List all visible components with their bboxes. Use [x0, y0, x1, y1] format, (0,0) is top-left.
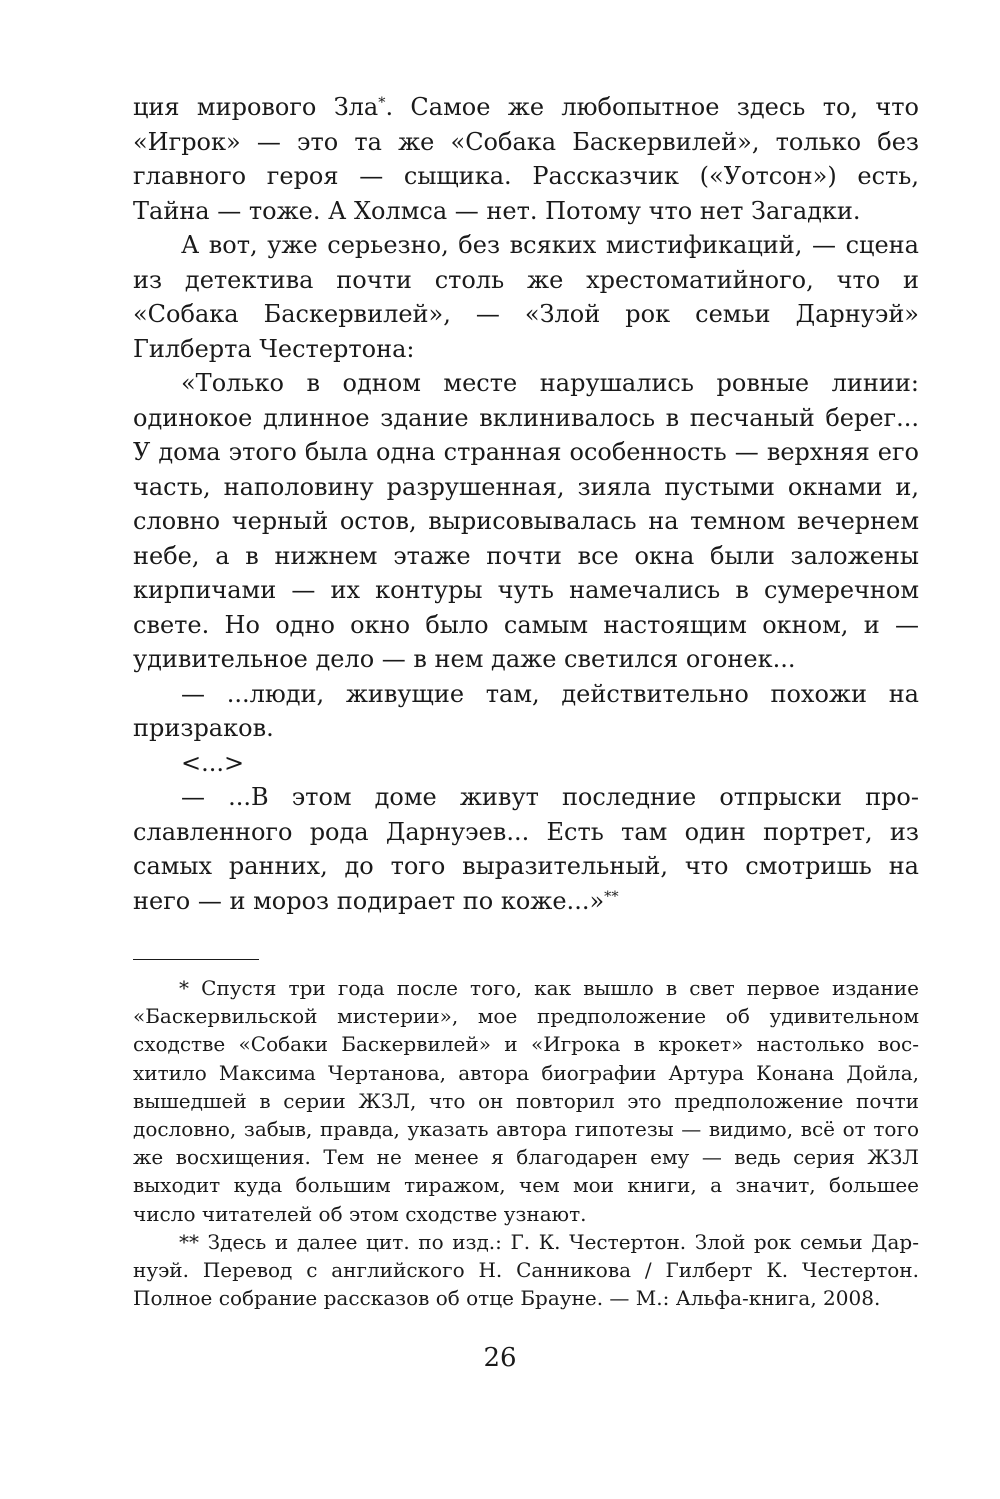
footnotes [133, 974, 919, 1312]
paragraph-text: ция мирового Зла [133, 93, 379, 121]
book-page [133, 90, 919, 1312]
paragraph-text: — ...В этом доме живут последние отпрыски прославленного рода Дарнуэев... Есть там один портрет, из самых ранних, до того выразительный, что смотришь на него — и мороз подирает по коже...» [133, 783, 919, 915]
footnote-1: * Спустя три года после того, как вышло в свет первое издание «Баскервильской мистерии», мое предположение об удивительном сходстве «Собаки Баскервилей» и «Игрока в крокет» настолько восхитило Максима Чертанова, автора биографии Артура Конана Дойла, вышедшей в серии ЖЗЛ, что он повторил это предположение почти дословно, забыв, правда, указать автора гипотезы — видимо, всё от того же восхищения. Тем не менее я благодарен ему — ведь серия ЖЗЛ выходит куда большим тиражом, чем мои книги, а значит, большее число читателей об этом сходстве узнают. [133, 976, 919, 1226]
footnote-divider [133, 959, 259, 960]
paragraph-5: <...> [181, 748, 245, 777]
paragraph-4: — ...люди, живущие там, действительно похожи на призраков. [133, 679, 919, 742]
paragraph-2: А вот, уже серьезно, без всяких мистификаций, — сцена из детектива почти столь же хрестоматийного, что и «Собака Баскервилей», — «Злой рок семьи Дарнуэй» Гилберта Честертона: [133, 231, 919, 363]
footnote-ref-2: ** [604, 888, 619, 905]
paragraph-3: «Только в одном месте нарушались ровные линии: одинокое длинное здание вклинивалось в песчаный берег... У дома этого была одна странная особенность — верхняя его часть, наполовину разрушенная, зияла пустыми окнами и, словно черный остов, вырисовывалась на темном вечернем небе, а в нижнем этаже почти все окна были заложены кирпичами — их контуры чуть намечались в сумеречном свете. Но одно окно было самым настоящим окном, и — удивительное дело — в нем даже светился огонек... [133, 369, 919, 673]
footnote-2: ** Здесь и далее цит. по изд.: Г. К. Честертон. Злой рок семьи Дарнуэй. Перевод с английского Н. Санникова / Гилберт К. Честертон. Полное собрание рассказов об отце Брауне. — М.: Альфа-книга, 2008. [133, 1229, 919, 1311]
main-text [133, 90, 919, 918]
paragraph-6 [133, 780, 919, 918]
footnote-ref-1: * [378, 95, 386, 112]
page-number: 26 [483, 1343, 517, 1373]
paragraph-text-tail: . Самое же любопытное здесь то, что «Игрок» — это та же «Собака Баскервилей», только без главного героя — сыщика. Рассказчик («Уотсон») есть, Тайна — тоже. А Холмса — нет. Потому что нет Загадки. [133, 93, 920, 225]
paragraph-1 [133, 90, 919, 228]
